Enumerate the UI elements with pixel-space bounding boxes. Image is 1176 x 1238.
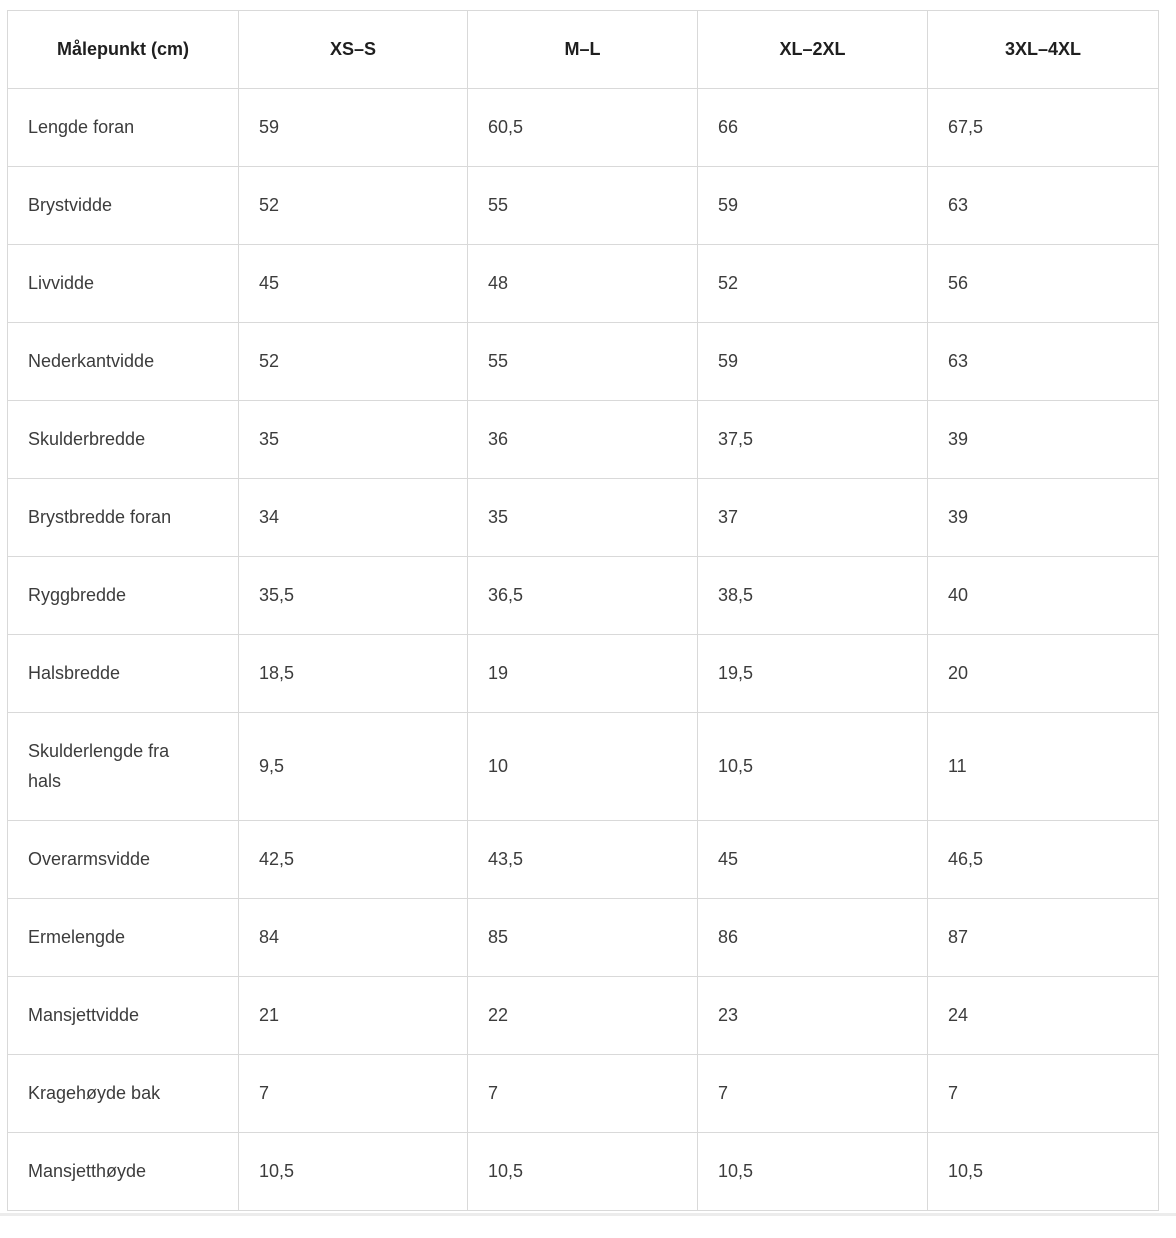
row-label: Livvidde xyxy=(8,245,239,323)
cell-value: 52 xyxy=(239,323,468,401)
table-row xyxy=(8,479,1159,557)
cell-value: 86 xyxy=(698,899,928,977)
column-header-malepunkt: Målepunkt (cm) xyxy=(8,11,239,89)
row-label: Skulderlengde fra hals xyxy=(8,713,239,821)
table-row xyxy=(8,899,1159,977)
cell-value: 67,5 xyxy=(928,89,1159,167)
cell-value: 52 xyxy=(239,167,468,245)
cell-value: 87 xyxy=(928,899,1159,977)
cell-value: 34 xyxy=(239,479,468,557)
row-label: Brystbredde foran xyxy=(8,479,239,557)
table-row xyxy=(8,1133,1159,1211)
cell-value: 55 xyxy=(468,323,698,401)
row-label: Ryggbredde xyxy=(8,557,239,635)
column-header-xl-2xl: XL–2XL xyxy=(698,11,928,89)
cell-value: 10,5 xyxy=(698,713,928,821)
cell-value: 40 xyxy=(928,557,1159,635)
cell-value: 59 xyxy=(698,167,928,245)
cell-value: 43,5 xyxy=(468,821,698,899)
row-label: Nederkantvidde xyxy=(8,323,239,401)
table-row xyxy=(8,557,1159,635)
table-row xyxy=(8,713,1159,821)
table-row xyxy=(8,323,1159,401)
cell-value: 10,5 xyxy=(698,1133,928,1211)
cell-value: 18,5 xyxy=(239,635,468,713)
cell-value: 7 xyxy=(468,1055,698,1133)
row-label: Ermelengde xyxy=(8,899,239,977)
table-row xyxy=(8,401,1159,479)
cell-value: 20 xyxy=(928,635,1159,713)
column-header-m-l: M–L xyxy=(468,11,698,89)
cell-value: 45 xyxy=(698,821,928,899)
cell-value: 23 xyxy=(698,977,928,1055)
header-row xyxy=(8,11,1159,89)
cell-value: 38,5 xyxy=(698,557,928,635)
cell-value: 56 xyxy=(928,245,1159,323)
cell-value: 45 xyxy=(239,245,468,323)
table-row xyxy=(8,977,1159,1055)
column-header-xs-s: XS–S xyxy=(239,11,468,89)
cell-value: 60,5 xyxy=(468,89,698,167)
row-label: Halsbredde xyxy=(8,635,239,713)
cell-value: 42,5 xyxy=(239,821,468,899)
table-row xyxy=(8,821,1159,899)
cell-value: 10 xyxy=(468,713,698,821)
cell-value: 21 xyxy=(239,977,468,1055)
row-label: Overarmsvidde xyxy=(8,821,239,899)
cell-value: 36 xyxy=(468,401,698,479)
row-label: Brystvidde xyxy=(8,167,239,245)
cell-value: 35,5 xyxy=(239,557,468,635)
row-label: Mansjetthøyde xyxy=(8,1133,239,1211)
cell-value: 37,5 xyxy=(698,401,928,479)
cell-value: 59 xyxy=(239,89,468,167)
cell-value: 10,5 xyxy=(928,1133,1159,1211)
row-label: Skulderbredde xyxy=(8,401,239,479)
cell-value: 19,5 xyxy=(698,635,928,713)
cell-value: 59 xyxy=(698,323,928,401)
cell-value: 7 xyxy=(698,1055,928,1133)
cell-value: 9,5 xyxy=(239,713,468,821)
cell-value: 7 xyxy=(239,1055,468,1133)
cell-value: 7 xyxy=(928,1055,1159,1133)
cell-value: 52 xyxy=(698,245,928,323)
cell-value: 63 xyxy=(928,167,1159,245)
column-header-3xl-4xl: 3XL–4XL xyxy=(928,11,1159,89)
row-label: Kragehøyde bak xyxy=(8,1055,239,1133)
cell-value: 10,5 xyxy=(468,1133,698,1211)
cell-value: 11 xyxy=(928,713,1159,821)
cell-value: 36,5 xyxy=(468,557,698,635)
cell-value: 37 xyxy=(698,479,928,557)
cell-value: 22 xyxy=(468,977,698,1055)
cell-value: 46,5 xyxy=(928,821,1159,899)
cell-value: 84 xyxy=(239,899,468,977)
table-row xyxy=(8,245,1159,323)
cell-value: 48 xyxy=(468,245,698,323)
table-row xyxy=(8,1055,1159,1133)
table-row xyxy=(8,635,1159,713)
table-row xyxy=(8,167,1159,245)
cell-value: 35 xyxy=(239,401,468,479)
cell-value: 39 xyxy=(928,401,1159,479)
row-label: Mansjettvidde xyxy=(8,977,239,1055)
cell-value: 19 xyxy=(468,635,698,713)
cell-value: 24 xyxy=(928,977,1159,1055)
row-label: Lengde foran xyxy=(8,89,239,167)
cell-value: 63 xyxy=(928,323,1159,401)
cell-value: 66 xyxy=(698,89,928,167)
cell-value: 10,5 xyxy=(239,1133,468,1211)
container-bottom-edge xyxy=(0,1213,1176,1216)
cell-value: 35 xyxy=(468,479,698,557)
cell-value: 85 xyxy=(468,899,698,977)
cell-value: 55 xyxy=(468,167,698,245)
cell-value: 39 xyxy=(928,479,1159,557)
table-row xyxy=(8,89,1159,167)
size-chart-table xyxy=(7,10,1159,1211)
